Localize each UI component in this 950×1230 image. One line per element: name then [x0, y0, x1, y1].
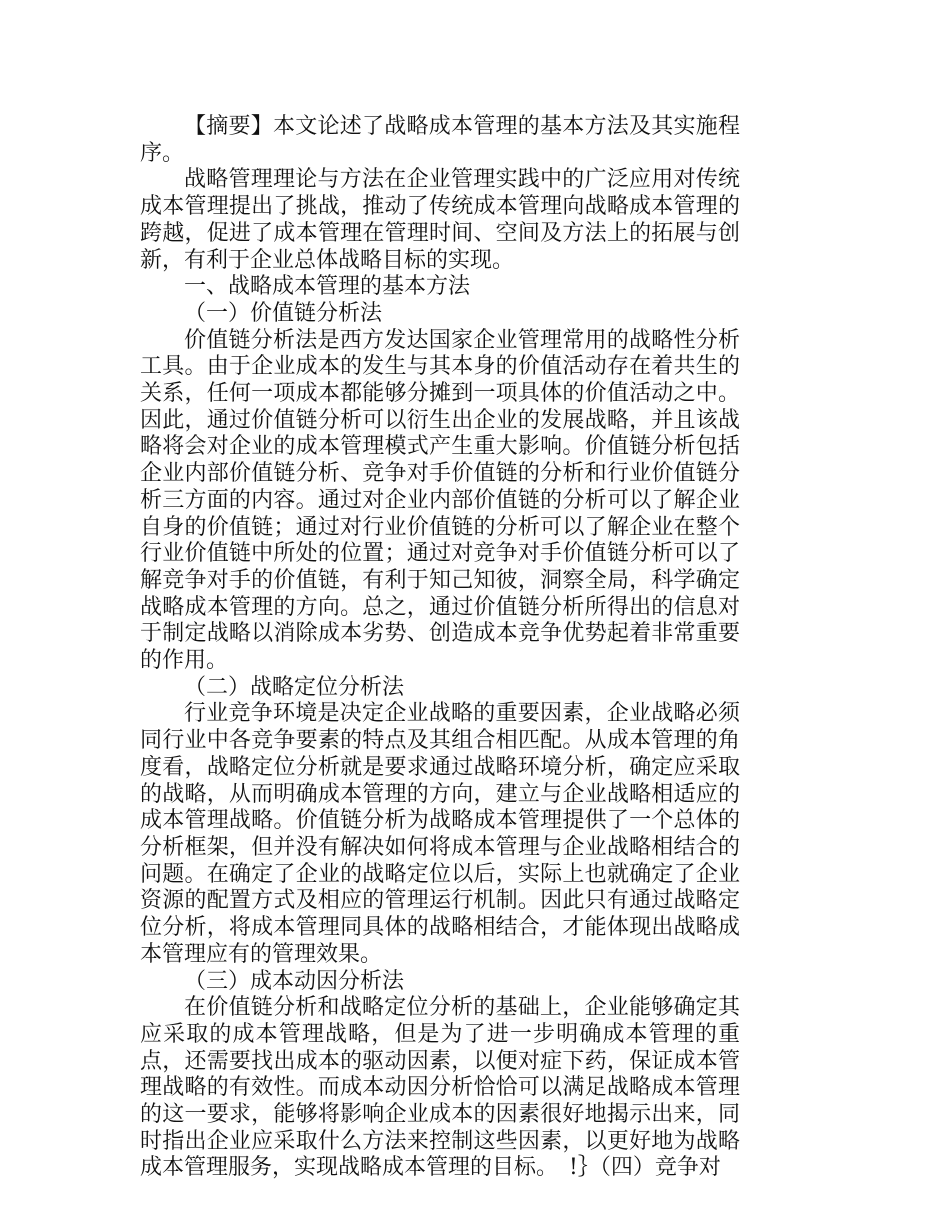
abstract-paragraph: 【摘要】本文论述了战略成本管理的基本方法及其实施程序。: [140, 114, 740, 166]
subsection-heading-cost-driver: （三）成本动因分析法: [184, 968, 405, 994]
document-body: [140, 114, 740, 1182]
value-chain-paragraph: 价值链分析法是西方发达国家企业管理常用的战略性分析工具。由于企业成本的发生与其本身的价值活动存在着共生的关系，任何一项成本都能够分摊到一项具体的价值活动之中。因此，通过价值链分析可以衍生出企业的发展战略，并且该战略将会对企业的成本管理模式产生重大影响。价值链分析包括企业内部价值链分析、竞争对手价值链的分析和行业价值链分析三方面的内容。通过对企业内部价值链的分析可以了解企业自身的价值链；通过对行业价值链的分析可以了解企业在整个行业价值链中所处的位置；通过对竞争对手价值链分析可以了解竞争对手的价值链，有利于知己知彼，洞察全局，科学确定战略成本管理的方向。总之，通过价值链分析所得出的信息对于制定战略以消除成本劣势、创造成本竞争优势起着非常重要的作用。: [140, 327, 740, 674]
cost-driver-paragraph: 在价值链分析和战略定位分析的基础上，企业能够确定其应采取的成本管理战略，但是为了进一步明确成本管理的重点，还需要找出成本的驱动因素，以便对症下药，保证成本管理战略的有效性。而成本动因分析恰恰可以满足战略成本管理的这一要求，能够将影响企业成本的因素很好地揭示出来，同时指出企业应采取什么方法来控制这些因素，以更好地为战略成本管理服务，实现战略成本管理的目标。 !｝（四）竞争对: [140, 995, 740, 1181]
strategic-positioning-paragraph: 行业竞争环境是决定企业战略的重要因素，企业战略必须同行业中各竞争要素的特点及其组合相匹配。从成本管理的角度看，战略定位分析就是要求通过战略环境分析，确定应采取的战略，从而明确成本管理的方向，建立与企业战略相适应的成本管理战略。价值链分析为战略成本管理提供了一个总体的分析框架，但并没有解决如何将成本管理与企业战略相结合的问题。在确定了企业的战略定位以后，实际上也就确定了企业资源的配置方式及相应的管理运行机制。因此只有通过战略定位分析，将成本管理同具体的战略相结合，才能体现出战略成本管理应有的管理效果。: [140, 701, 740, 967]
subsection-heading-strategic-positioning: （二）战略定位分析法: [184, 674, 405, 700]
section-heading-basic-methods: 一、战略成本管理的基本方法: [184, 274, 471, 300]
subsection-heading-value-chain: （一）价值链分析法: [184, 300, 383, 326]
intro-paragraph: 战略管理理论与方法在企业管理实践中的广泛应用对传统成本管理提出了挑战，推动了传统成本管理向战略成本管理的跨越，促进了成本管理在管理时间、空间及方法上的拓展与创新，有利于企业总体战略目标的实现。: [140, 167, 740, 273]
